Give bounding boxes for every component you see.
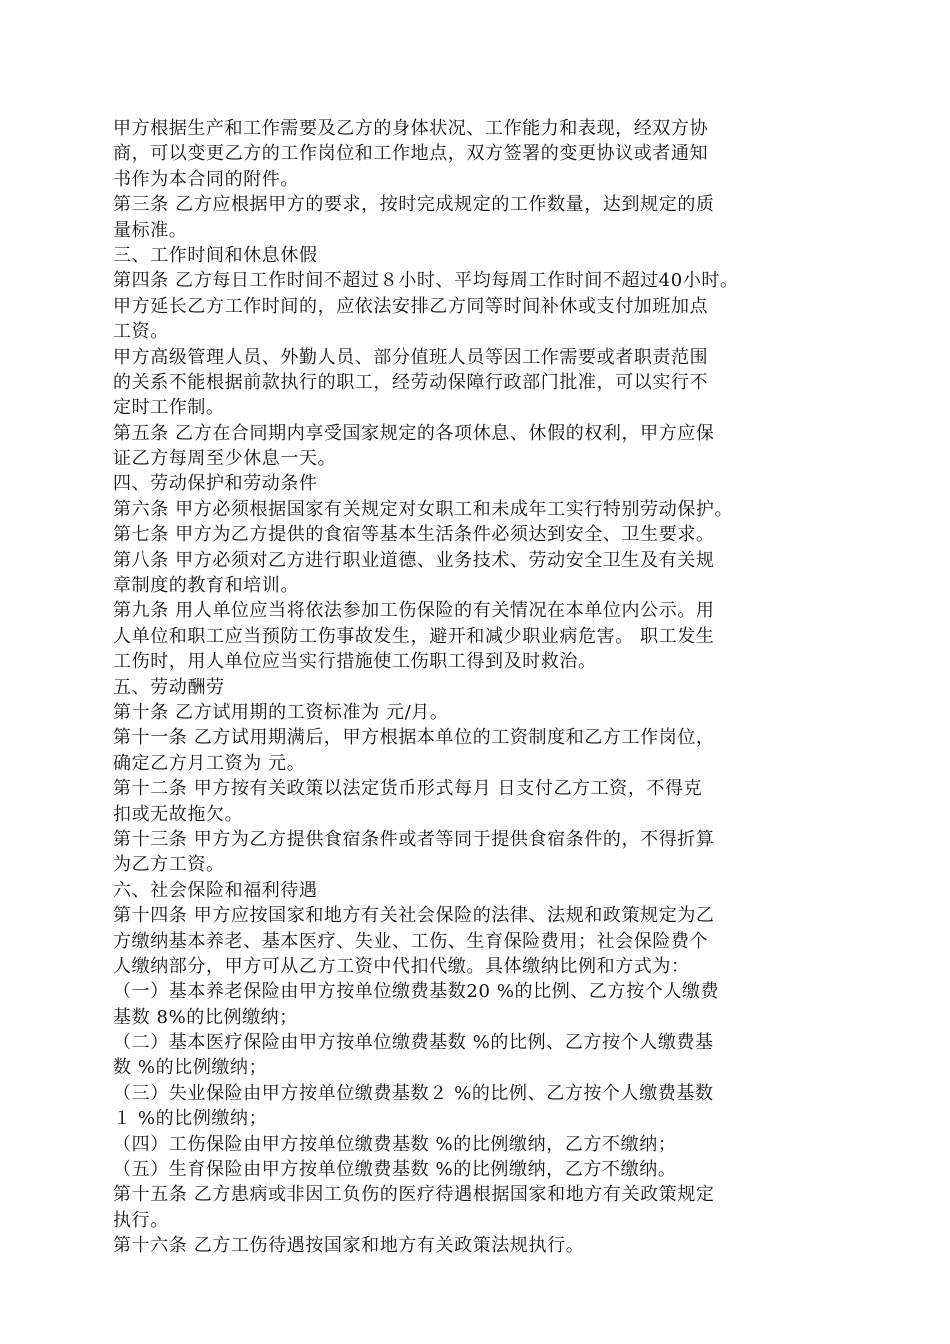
text-line: 人缴纳部分，甲方可从乙方工资中代扣代缴。具体缴纳比例和方式为： bbox=[113, 955, 690, 977]
section-heading: 五、劳动酬劳 bbox=[113, 676, 225, 698]
text-line: 第十一条 乙方试用期满后，甲方根据本单位的工资制度和乙方工作岗位， bbox=[113, 727, 715, 749]
text-line: （四）工伤保险由甲方按单位缴费基数 %的比例缴纳，乙方不缴纳； bbox=[113, 1133, 677, 1155]
section-heading: 四、劳动保护和劳动条件 bbox=[113, 473, 318, 495]
text-line: 基数 8%的比例缴纳； bbox=[113, 1006, 298, 1028]
text-line: 第三条 乙方应根据甲方的要求，按时完成规定的工作数量，达到规定的质 bbox=[113, 194, 715, 216]
document-body bbox=[113, 116, 848, 1259]
text-line: 第十二条 甲方按有关政策以法定货币形式每月 日支付乙方工资，不得克 bbox=[113, 778, 703, 800]
text-line: 第七条 甲方为乙方提供的食宿等基本生活条件必须达到安全、卫生要求。 bbox=[113, 524, 715, 546]
text-line: 第十条 乙方试用期的工资标准为 元/月。 bbox=[113, 701, 449, 723]
text-line: 第六条 甲方必须根据国家有关规定对女职工和未成年工实行特别劳动保护。 bbox=[113, 498, 734, 520]
text-line: 第九条 用人单位应当将依法参加工伤保险的有关情况在本单位内公示。用 bbox=[113, 600, 715, 622]
text-line: （三）失业保险由甲方按单位缴费基数２ %的比例、乙方按个人缴费基数 bbox=[113, 1082, 714, 1104]
text-line: 的关系不能根据前款执行的职工，经劳动保障行政部门批准，可以实行不 bbox=[113, 371, 709, 393]
section-heading: 六、社会保险和福利待遇 bbox=[113, 879, 318, 901]
text-line: 数 %的比例缴纳； bbox=[113, 1057, 268, 1079]
text-line: 人单位和职工应当预防工伤事故发生，避开和减少职业病危害。 职工发生 bbox=[113, 625, 715, 647]
text-line: 甲方根据生产和工作需要及乙方的身体状况、工作能力和表现，经双方协 bbox=[113, 118, 709, 139]
text-line: 章制度的教育和培训。 bbox=[113, 575, 299, 597]
text-line: 量标准。 bbox=[113, 219, 188, 241]
text-line: 第十三条 甲方为乙方提供食宿条件或者等同于提供食宿条件的，不得折算 bbox=[113, 828, 715, 850]
text-line: １ %的比例缴纳； bbox=[113, 1108, 268, 1130]
text-line: 书作为本合同的附件。 bbox=[113, 168, 299, 190]
text-line: 第四条 乙方每日工作时间不超过８小时、平均每周工作时间不超过40小时。 bbox=[113, 270, 739, 292]
text-line: 商，可以变更乙方的工作岗位和工作地点，双方签署的变更协议或者通知 bbox=[113, 143, 709, 165]
text-line: 工资。 bbox=[113, 321, 169, 343]
text-line: 证乙方每周至少休息一天。 bbox=[113, 448, 337, 470]
text-line: （二）基本医疗保险由甲方按单位缴费基数 %的比例、乙方按个人缴费基 bbox=[113, 1032, 714, 1054]
section-heading: 三、工作时间和休息休假 bbox=[113, 244, 318, 266]
text-line: （五）生育保险由甲方按单位缴费基数 %的比例缴纳，乙方不缴纳。 bbox=[113, 1159, 677, 1181]
text-line: 第十六条 乙方工伤待遇按国家和地方有关政策法规执行。 bbox=[113, 1235, 585, 1257]
text-line: 第八条 甲方必须对乙方进行职业道德、业务技术、劳动安全卫生及有关规 bbox=[113, 549, 715, 571]
text-line: 确定乙方月工资为 元。 bbox=[113, 752, 306, 774]
text-line: 第五条 乙方在合同期内享受国家规定的各项休息、休假的权利，甲方应保 bbox=[113, 422, 715, 444]
text-line: 工伤时，用人单位应当实行措施使工伤职工得到及时救治。 bbox=[113, 651, 597, 673]
text-line: （一）基本养老保险由甲方按单位缴费基数20 %的比例、乙方按个人缴费 bbox=[113, 981, 720, 1003]
text-line: 扣或无故拖欠。 bbox=[113, 803, 244, 825]
text-line: 第十五条 乙方患病或非因工负伤的医疗待遇根据国家和地方有关政策规定 bbox=[113, 1184, 715, 1206]
text-line: 甲方高级管理人员、外勤人员、部分值班人员等因工作需要或者职责范围 bbox=[113, 346, 709, 368]
text-line: 方缴纳基本养老、基本医疗、失业、工伤、生育保险费用；社会保险费个 bbox=[113, 930, 709, 952]
text-line: 定时工作制。 bbox=[113, 397, 225, 419]
text-line: 甲方延长乙方工作时间的，应依法安排乙方同等时间补休或支付加班加点 bbox=[113, 295, 709, 317]
text-line: 执行。 bbox=[113, 1209, 169, 1231]
text-line: 第十四条 甲方应按国家和地方有关社会保险的法律、法规和政策规定为乙 bbox=[113, 905, 715, 927]
text-line: 为乙方工资。 bbox=[113, 854, 225, 876]
